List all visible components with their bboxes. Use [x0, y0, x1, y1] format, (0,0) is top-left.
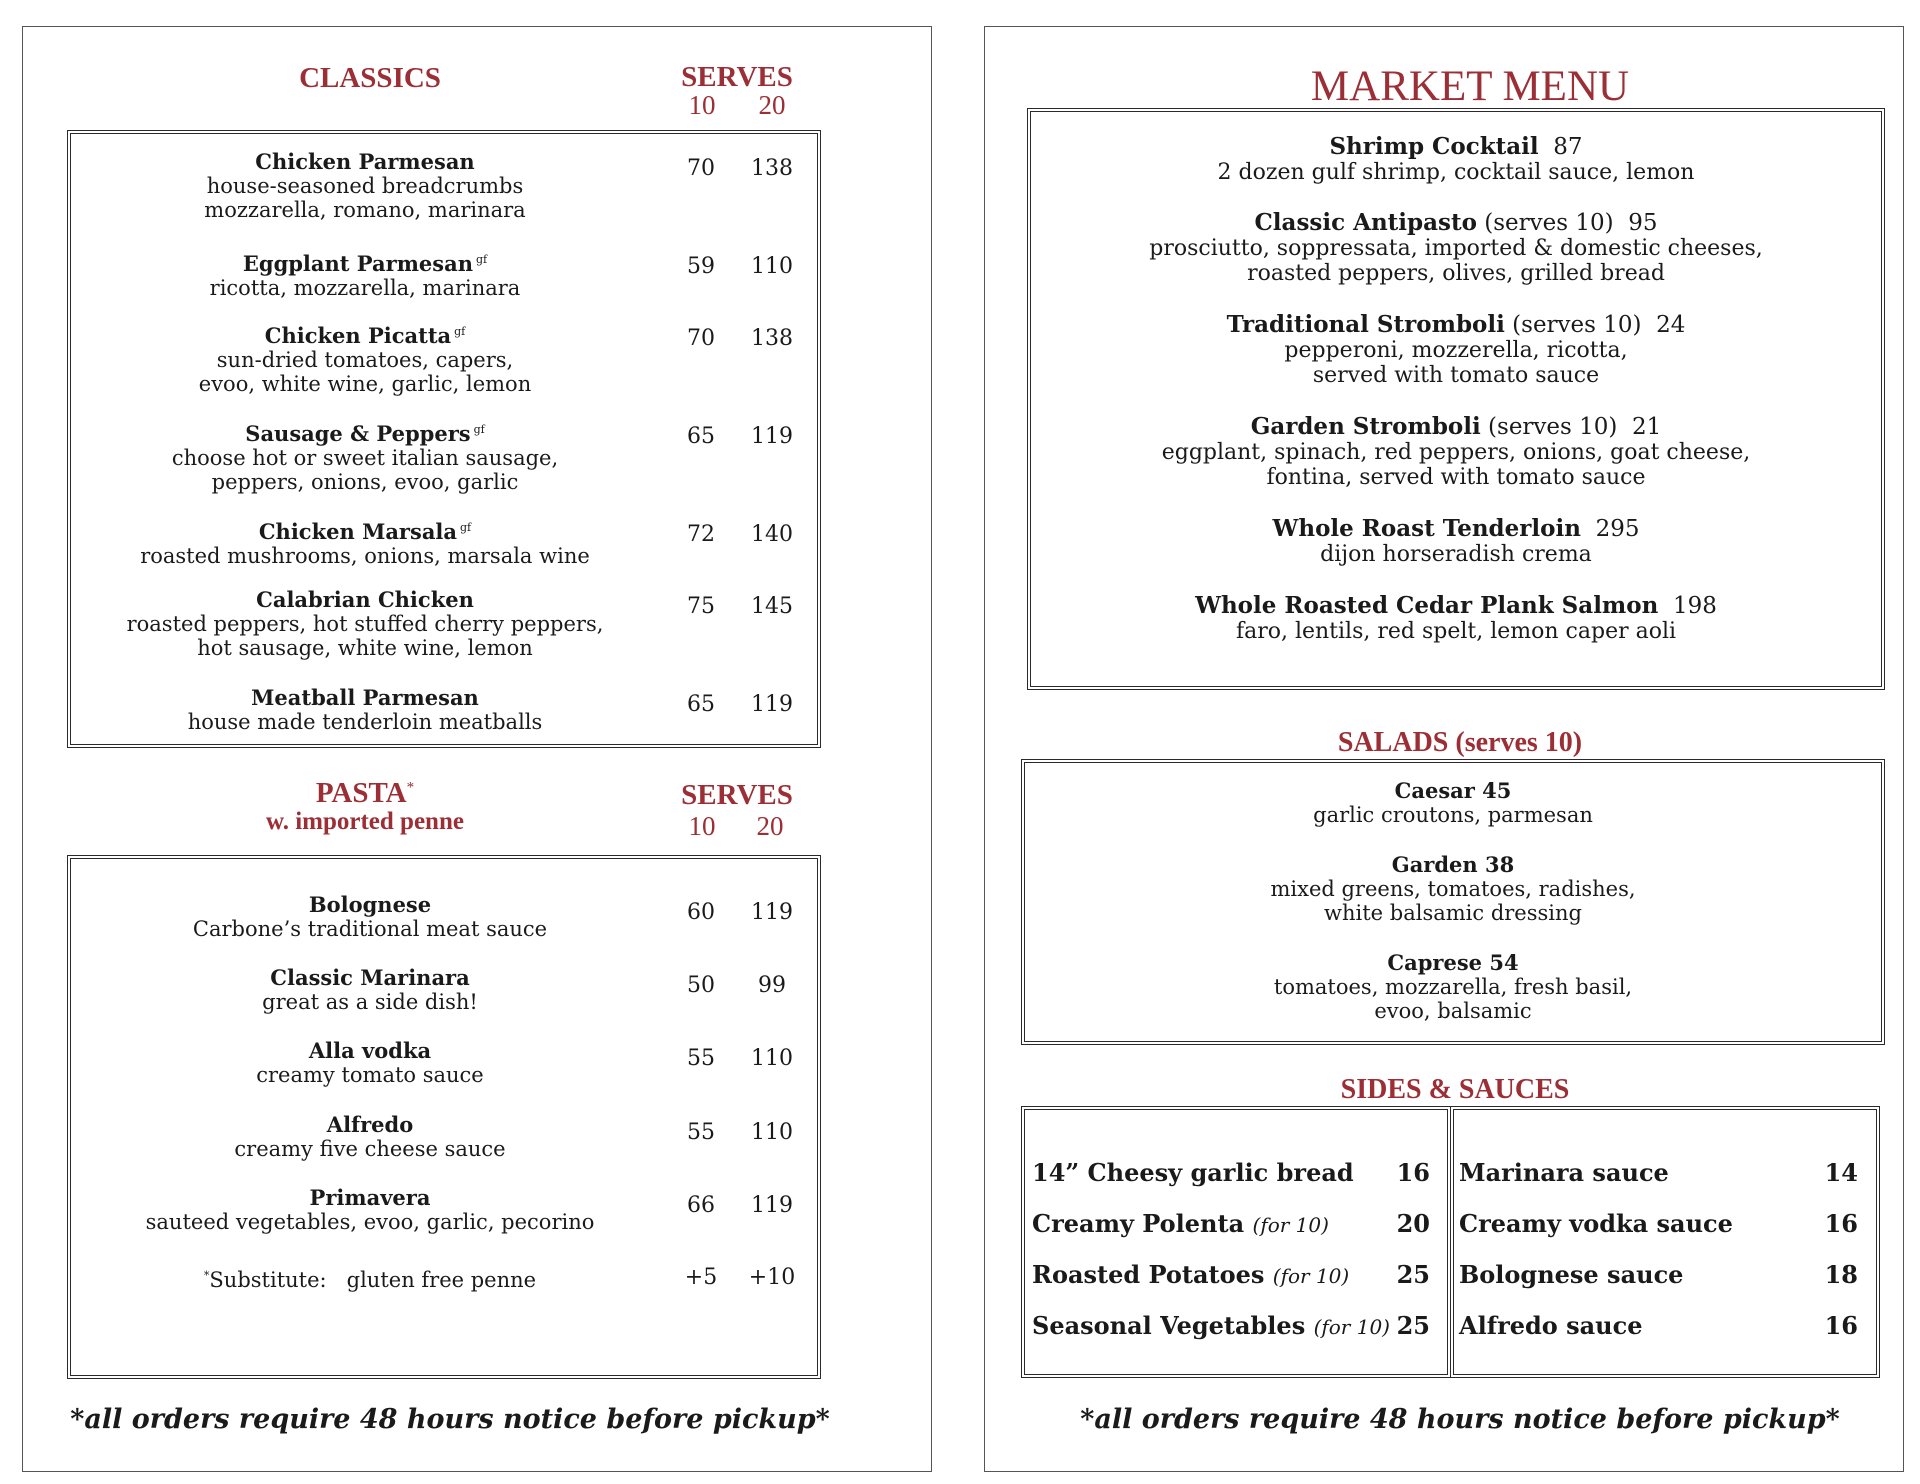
classics-item-desc: house-seasoned breadcrumbs	[206, 174, 524, 198]
pasta-item-desc: great as a side dish!	[262, 990, 478, 1014]
salad-item-name: Caprese 54	[1387, 950, 1519, 975]
classics-item-desc: mozzarella, romano, marinara	[204, 198, 526, 222]
substitute-mark: *	[203, 1269, 210, 1282]
salad-item	[1021, 779, 1885, 827]
market-item-serves: (serves 10)	[1484, 210, 1614, 236]
classics-item-desc: evoo, white wine, garlic, lemon	[198, 372, 532, 396]
pasta-item-name: Alla vodka	[308, 1038, 432, 1063]
classics-item-desc: ricotta, mozzarella, marinara	[209, 276, 521, 300]
classics-item-desc: house made tenderloin meatballs	[187, 710, 543, 734]
pasta-item-name: Classic Marinara	[270, 965, 470, 990]
market-item-price: 24	[1656, 312, 1686, 338]
market-item-desc: 2 dozen gulf shrimp, cocktail sauce, lemon	[1217, 160, 1695, 185]
item-name-text: Chicken Picatta	[264, 323, 452, 348]
price-serves-10: 55	[687, 1046, 715, 1071]
market-item-desc: roasted peppers, olives, grilled bread	[1247, 261, 1665, 286]
gluten-free-mark: gf	[460, 521, 472, 534]
market-item	[1027, 593, 1885, 644]
pasta-item-name: Bolognese	[308, 892, 432, 917]
salad-item-desc: mixed greens, tomatoes, radishes,	[1270, 877, 1636, 901]
pasta-item-name: Alfredo	[326, 1112, 414, 1137]
market-title: MARKET MENU	[1310, 63, 1630, 110]
classics-item-desc: hot sausage, white wine, lemon	[197, 636, 533, 660]
item-name-text: Chicken Parmesan	[255, 149, 475, 174]
salad-item	[1021, 951, 1885, 1023]
classics-item-name	[110, 418, 620, 446]
side-item-name: Creamy Polenta	[1032, 1209, 1245, 1238]
salad-item-name: Caesar 45	[1394, 778, 1512, 803]
pasta-subtitle: w. imported penne	[266, 808, 464, 835]
price-serves-20: 138	[751, 156, 793, 181]
side-item-price: 16	[1824, 1209, 1858, 1238]
item-name-text: Calabrian Chicken	[256, 587, 474, 612]
price-serves-10: 75	[687, 594, 715, 619]
classics-item	[110, 248, 620, 300]
pasta-item	[110, 966, 630, 1014]
price-serves-10: 72	[687, 522, 715, 547]
pasta-item	[110, 1186, 630, 1234]
side-item-left	[1032, 1311, 1390, 1340]
classics-item-desc: roasted mushrooms, onions, marsala wine	[140, 544, 590, 568]
pasta-item-desc: creamy five cheese sauce	[234, 1137, 506, 1161]
classics-item	[110, 150, 620, 222]
classics-item-name	[110, 150, 620, 174]
pasta-substitute	[150, 1268, 590, 1292]
classics-item-desc: roasted peppers, hot stuffed cherry peppers,	[126, 612, 604, 636]
market-item-serves: (serves 10)	[1512, 312, 1642, 338]
pasta-item	[110, 1113, 630, 1161]
market-item-desc: dijon horseradish crema	[1320, 542, 1592, 567]
salad-item-desc: tomatoes, mozzarella, fresh basil,	[1273, 975, 1633, 999]
salad-item-desc: garlic croutons, parmesan	[1313, 803, 1593, 827]
price-serves-20: 99	[758, 973, 786, 998]
pasta-title-mark: *	[406, 779, 415, 796]
market-item-desc: served with tomato sauce	[1312, 363, 1600, 388]
side-item-left	[1032, 1260, 1349, 1289]
price-serves-20: 110	[751, 254, 793, 279]
sides-title: SIDES & SAUCES	[1340, 1074, 1570, 1105]
salad-item-desc: white balsamic dressing	[1324, 901, 1582, 925]
market-item-desc: eggplant, spinach, red peppers, onions, goat cheese,	[1161, 440, 1751, 465]
market-item-desc: fontina, served with tomato sauce	[1266, 465, 1646, 490]
market-item-desc: faro, lentils, red spelt, lemon caper aoli	[1235, 619, 1677, 644]
price-serves-20: 145	[751, 594, 793, 619]
classics-item	[110, 516, 620, 568]
side-item-name: Seasonal Vegetables	[1032, 1311, 1306, 1340]
salad-item-name: Garden 38	[1391, 852, 1515, 877]
market-item-price: 87	[1553, 134, 1583, 160]
side-item-price: 25	[1396, 1311, 1430, 1340]
side-item-price: 16	[1396, 1158, 1430, 1187]
market-item	[1027, 516, 1885, 567]
classics-item-name	[110, 588, 620, 612]
price-serves-10: 70	[687, 156, 715, 181]
market-item-price: 95	[1628, 210, 1658, 236]
classics-item-name	[110, 686, 620, 710]
classics-item-name	[110, 320, 620, 348]
pasta-item-desc: sauteed vegetables, evoo, garlic, pecorino	[145, 1210, 595, 1234]
pasta-serves-label: SERVES	[681, 779, 793, 811]
price-serves-10: 65	[687, 424, 715, 449]
market-item	[1027, 312, 1885, 388]
market-item-name: Shrimp Cocktail	[1329, 133, 1539, 160]
price-serves-20: 119	[751, 900, 793, 925]
classics-title: CLASSICS	[299, 62, 441, 94]
substitute-price-20: +10	[748, 1265, 796, 1290]
price-serves-20: 110	[751, 1120, 793, 1145]
side-item-name: Roasted Potatoes	[1032, 1260, 1265, 1289]
market-item	[1027, 210, 1885, 286]
price-serves-20: 119	[751, 424, 793, 449]
market-item-heading	[1027, 516, 1885, 542]
price-serves-10: 55	[687, 1120, 715, 1145]
side-item-right	[1459, 1158, 1669, 1187]
side-item-note: (for 10)	[1272, 1264, 1350, 1288]
side-item-right	[1459, 1260, 1683, 1289]
classics-item-name	[110, 516, 620, 544]
market-item-name: Garden Stromboli	[1250, 413, 1481, 440]
pasta-size-20: 20	[756, 811, 784, 841]
price-serves-10: 65	[687, 692, 715, 717]
market-item-desc: prosciutto, soppressata, imported & domestic cheeses,	[1149, 236, 1763, 261]
gluten-free-mark: gf	[475, 253, 488, 266]
price-serves-10: 50	[687, 973, 715, 998]
market-item-heading	[1027, 593, 1885, 619]
price-serves-20: 138	[751, 326, 793, 351]
side-item-price: 20	[1396, 1209, 1430, 1238]
price-serves-20: 110	[751, 1046, 793, 1071]
side-item-name: 14” Cheesy garlic bread	[1032, 1158, 1354, 1187]
salad-item-desc: evoo, balsamic	[1374, 999, 1532, 1023]
classics-item-desc: peppers, onions, evoo, garlic	[211, 470, 519, 494]
side-item-price: 25	[1396, 1260, 1430, 1289]
market-item	[1027, 134, 1885, 185]
classics-item	[110, 418, 620, 494]
item-name-text: Eggplant Parmesan	[242, 251, 473, 276]
price-serves-10: 70	[687, 326, 715, 351]
classics-item	[110, 686, 620, 734]
price-serves-20: 140	[751, 522, 793, 547]
substitute-option: gluten free penne	[346, 1268, 537, 1292]
notice-right: *all orders require 48 hours notice before pickup*	[1080, 1404, 1840, 1435]
market-item-price: 295	[1595, 516, 1640, 542]
classics-serves-label: SERVES	[681, 61, 793, 93]
classics-item-name	[110, 248, 620, 276]
price-serves-10: 59	[687, 254, 715, 279]
market-item-serves: (serves 10)	[1488, 414, 1618, 440]
side-item-right	[1459, 1311, 1643, 1340]
item-name-text: Chicken Marsala	[258, 519, 458, 544]
side-item-right	[1459, 1209, 1733, 1238]
market-item-name: Traditional Stromboli	[1226, 311, 1505, 338]
market-item-desc: pepperoni, mozzerella, ricotta,	[1284, 338, 1628, 363]
gluten-free-mark: gf	[473, 423, 485, 436]
pasta-item-name: Primavera	[309, 1185, 431, 1210]
classics-item	[110, 588, 620, 660]
market-item-name: Whole Roast Tenderloin	[1272, 515, 1581, 542]
classics-size-10: 10	[688, 90, 716, 120]
price-serves-10: 66	[687, 1193, 715, 1218]
price-serves-20: 119	[751, 1193, 793, 1218]
gluten-free-mark: gf	[454, 325, 466, 338]
pasta-item-desc: Carbone’s traditional meat sauce	[192, 917, 548, 941]
salads-title: SALADS (serves 10)	[1337, 727, 1583, 758]
side-item-left	[1032, 1209, 1329, 1238]
market-item-heading	[1027, 134, 1885, 160]
market-item-heading	[1027, 312, 1885, 338]
side-item-price: 18	[1824, 1260, 1858, 1289]
side-item-left	[1032, 1158, 1354, 1187]
market-list	[1027, 108, 1885, 690]
item-name-text: Sausage & Peppers	[245, 421, 471, 446]
side-item-name: Bolognese sauce	[1459, 1260, 1684, 1289]
substitute-label: Substitute:	[209, 1268, 327, 1292]
side-item-note: (for 10)	[1313, 1315, 1390, 1339]
market-item	[1027, 414, 1885, 490]
side-item-name: Alfredo sauce	[1459, 1311, 1643, 1340]
side-item-name: Marinara sauce	[1459, 1158, 1669, 1187]
pasta-title-text: PASTA	[315, 777, 407, 809]
market-item-price: 198	[1672, 593, 1717, 619]
classics-item	[110, 320, 620, 396]
substitute-price-10: +5	[684, 1265, 718, 1290]
side-item-price: 14	[1824, 1158, 1858, 1187]
price-serves-20: 119	[751, 692, 793, 717]
pasta-size-10: 10	[688, 811, 716, 841]
side-item-price: 16	[1824, 1311, 1858, 1340]
market-item-name: Classic Antipasto	[1254, 209, 1477, 236]
side-item-name: Creamy vodka sauce	[1459, 1209, 1733, 1238]
item-name-text: Meatball Parmesan	[251, 685, 479, 710]
pasta-title	[250, 777, 480, 810]
pasta-item	[110, 893, 630, 941]
salads-list	[1021, 759, 1885, 1045]
market-item-name: Whole Roasted Cedar Plank Salmon	[1195, 592, 1659, 619]
notice-left: *all orders require 48 hours notice before pickup*	[70, 1404, 830, 1435]
price-serves-10: 60	[687, 900, 715, 925]
market-item-heading	[1027, 414, 1885, 440]
classics-item-desc: sun-dried tomatoes, capers,	[216, 348, 514, 372]
classics-size-20: 20	[758, 90, 786, 120]
pasta-item	[110, 1039, 630, 1087]
side-item-note: (for 10)	[1252, 1213, 1329, 1237]
market-item-heading	[1027, 210, 1885, 236]
classics-item-desc: choose hot or sweet italian sausage,	[171, 446, 559, 470]
pasta-item-desc: creamy tomato sauce	[256, 1063, 484, 1087]
market-item-price: 21	[1632, 414, 1662, 440]
salad-item	[1021, 853, 1885, 925]
